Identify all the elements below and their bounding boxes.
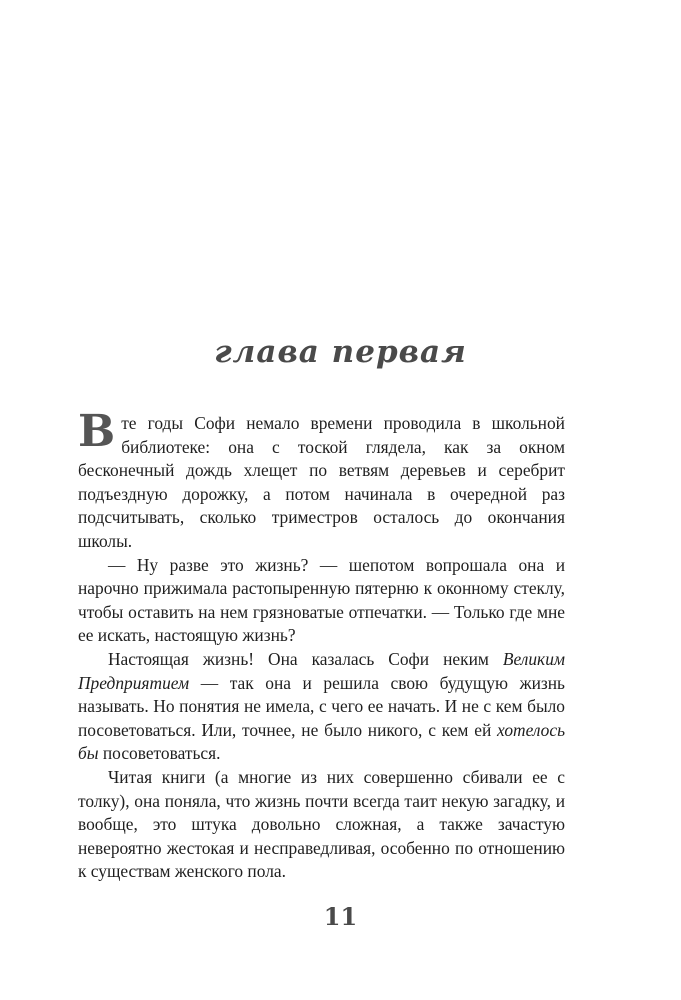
paragraph-3-text-c: посоветоваться. [98,743,221,764]
paragraph-3-text-a: Настоящая жизнь! Она казалась Софи неким [108,648,503,669]
chapter-title: глава первая [214,334,467,370]
paragraph-1 [78,406,565,554]
paragraph-3-text-b: — так она и решила свою будущую жизнь называть. Но понятия не имела, с чего ее начать. И не с кем было посоветоваться. Или, точнее, не было никого, с кем ей [78,672,565,740]
paragraph-4: Читая книги (а многие из них совершенно сбивали ее с толку), она поняла, что жизнь почти всегда таит некую загадку, и вообще, это штука довольно сложная, а также зачастую невероятно жестокая и несправедливая, особенно по отношению к существам женского пола. [78,766,565,882]
paragraph-1-text: те годы Софи немало времени проводила в школьной библиотеке: она с тоской глядела, как за окном бесконечный дождь хлещет по ветвям деревьев и серебрит подъездную дорожку, а потом начинала в очередной раз подсчитывать, сколько триместров осталось до окончания школы. [78,413,565,551]
page-number: 11 [323,902,358,931]
paragraph-3 [78,648,565,766]
paragraph-2: — Ну разве это жизнь? — шепотом вопрошала она и нарочно прижимала растопыренную пятерню к оконному стеклу, чтобы оставить на нем грязноватые отпечатки. — Только где мне ее искать, настоящую жизнь? [78,554,565,646]
emphasis-would-like: хотелось бы [78,719,565,764]
emphasis-great-enterprise: Великим Предприятием [78,648,565,693]
chapter-text [78,406,565,884]
drop-cap: В [78,406,116,457]
